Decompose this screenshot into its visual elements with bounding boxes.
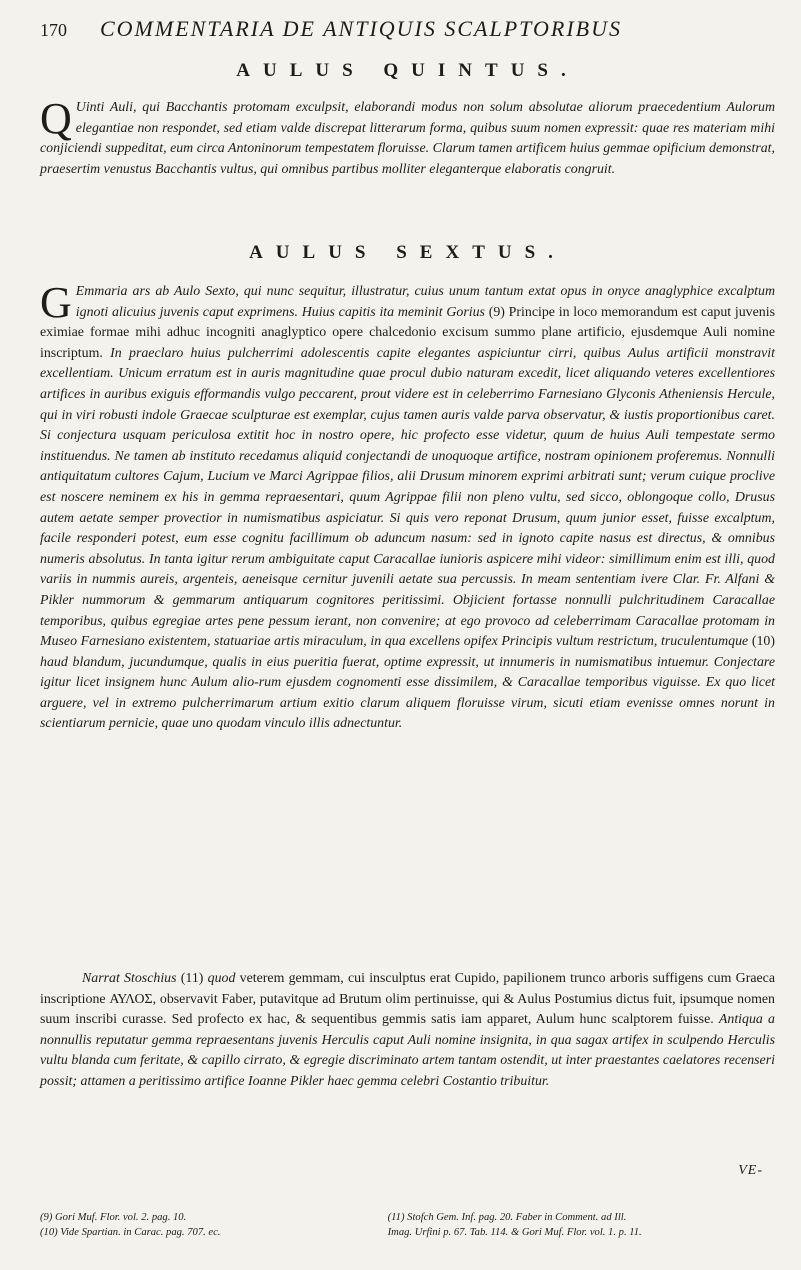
section-title: AULUS QUINTUS. — [236, 60, 579, 81]
footnote-ref: (10) — [751, 634, 775, 650]
section-aulus-quintus — [40, 60, 775, 82]
paragraph-aulus-sextus — [40, 278, 776, 735]
text-italic: Narrat Stoschius — [82, 971, 177, 986]
page-number: 170 — [40, 20, 67, 40]
footnotes — [40, 1210, 775, 1240]
footnote: (10) Vide Spartian. in Carac. pag. 707. ec. — [40, 1227, 221, 1238]
running-head — [40, 16, 770, 42]
footnote: Imag. Urfini p. 67. Tab. 114. & Gori Muf. Flor. vol. 1. p. 11. — [387, 1227, 642, 1238]
text-roman: veterem gemmam, cui insculptus erat Cupido, papilionem trunco arboris suffigens cum Graeca inscriptione ΑΥΛΟΣ, observavit Faber, putavitque ad Brutum olim pertinuisse, qui & Aulus Postumius dictus fuit, ipsumque nomen suum inscribi curasse. Sed profecto ex hac, & sequentibus gemmis satis iam apparet, Aulum hunc scalptorem fuisse. — [40, 971, 775, 1028]
paragraph-stoschius — [40, 969, 775, 1093]
catchword: VE- — [738, 1163, 763, 1178]
footnotes-left — [40, 1210, 388, 1240]
footnotes-right — [388, 1210, 775, 1240]
text-italic: Emmaria ars ab Aulo Sexto, qui nunc sequitur, illustratur, cuius unum tantum extat opus in onyce anaglyphice excalptum ignoti alicuius juvenis caput exprimens. Huius capitis ita meminit Gorius — [75, 284, 775, 320]
section-aulus-sextus — [40, 242, 775, 264]
footnote: (11) Stofch Gem. Inf. pag. 20. Faber in Comment. ad Ill. — [387, 1212, 627, 1223]
text-italic: Antiqua a nonnullis reputatur gemma repraesentans juvenis Herculis caput Auli nomine insignita, in qua sagax artifex in sculpendo Herculis vultu blanda cum feritate, & capillo cirrato, & egregie discriminato artem tantam ostendit, ut inter praestantes caelatores recenseri possit; attamen a peritissimo artifice Ioanne Pikler haec gemma celebri Costantio tribuitur. — [40, 1012, 775, 1089]
footnote: (9) Gori Muf. Flor. vol. 2. pag. 10. — [40, 1212, 187, 1223]
drop-cap: Q — [40, 94, 72, 143]
section-title: AULUS SEXTUS. — [249, 242, 566, 263]
text-italic: quod — [207, 971, 236, 986]
text-italic: haud blandum, jucundumque, qualis in eius pueritia fuerat, optime expressit, ut innumeris in numismatibus intuemur. Conjectare igitur licet insignem hunc Aulum alio-rum ejusdem cognomenti esse dissimilem, & Caracallae temporibus viguisse. Ex quo licet arguere, vel in extremo pulcherrimarum artium exitio clarum aliquem floruisse virum, sicuti etiam evenisse omnes norunt in scientiarum pernicie, quae uno quodam vinculo illis adnectuntur. — [40, 654, 775, 732]
drop-cap: G — [40, 278, 72, 327]
paragraph-text: Uinti Auli, qui Bacchantis protomam exculpsit, elaborandi modus non solum absolutae aliorum praecedentium Aulorum elegantiae non respondet, sed etiam valde discrepat litterarum forma, quibus suum nomen expressit: quae res materiam mihi conjiciendi suppeditat, eum circa Antoninorum tempestatem floruisse. Clarum tamen artificem huius gemmae opificium demonstrat, praesertim venustus Bacchantis vultus, qui omnibus partibus molliter eleganterque elaboratis congruit. — [40, 100, 775, 177]
text-italic: In praeclaro huius pulcherrimi adolescentis capite elegantes aspiciuntur cirri, quibus Aulus artificii monstravit excellentiam. Unicum erratum est in auris magnitudine quae procul dubio naturam excedit, licet aliquando veteres excellentiores artifices in auribus exiguis efformandis vulgo peccarent, prout videre est in celeberrimo Farnesiano Glyconis Atheniensis Hercule, qui in viri robusti indole Graecae sculpturae est exemplar, cujus tamen auris valde parva observatur, & iustis proportionibus caret. Si conjectura usquam periculosa extitit hoc in nostro opere, hic profecto esse videtur, quum de huius Auli tempestate sermo instituendus. Ne tamen ab instituto recedamus aliquid conjectandi de unoquoque artifice, nostram opinionem proferemus. Nonnulli antiquitatum cultores Cajum, Lucium ve Marci Agrippae filios, alii Drusum minorem exprimi arbitrati sunt; verum cuique proclive est noscere neminem ex his in gemma repraesentari, quum Agrippae filii non pleno vultu, sed sicco, oblongoque collo, Drusus autem aetate semper provectior in numismatibus aspiciatur. Si quis vero reponat Drusum, quum junior esset, fuisse excalptum, facile responderi potest, eum esse cognitu facillimum ob aduncum nasum: sed in ignoto capite nasus est directus, & omnibus numeris absolutus. In tanta igitur rerum ambiguitate caput Caracallae iunioris aspicere mihi videor: simillimum enim est illi, quod variis in nummis aureis, argenteis, aeneisque cernitur juvenili aetate sua percussis. In meam sententiam ivere Clar. Fr. Alfani & Pikler nummorum & gemmarum antiquarum cognitores peritissimi. Objicient fortasse nonnulli pulchritudinem Caracallae temporibus, quibus egregiae artes pene pessum ierant, non convenire; at ego provoco ad celeberrimam Caracallae protomam in Museo Farnesiano existentem, statuariae artis miraculum, in qua excellens opifex Principis vultum restrictum, truculentumque — [40, 345, 775, 650]
footnote-ref: (11) — [180, 971, 204, 986]
text-roman: (9) Principe in loco memorandum est caput juvenis eximiae formae mihi adhuc incogniti anaglyptico opere chalcedonio excisum summo plane artificio, ejusdemque Auli nomine inscriptum. — [40, 304, 776, 361]
paragraph-aulus-quintus — [40, 94, 775, 180]
running-title: COMMENTARIA DE ANTIQUIS SCALPTORIBUS — [100, 16, 622, 41]
